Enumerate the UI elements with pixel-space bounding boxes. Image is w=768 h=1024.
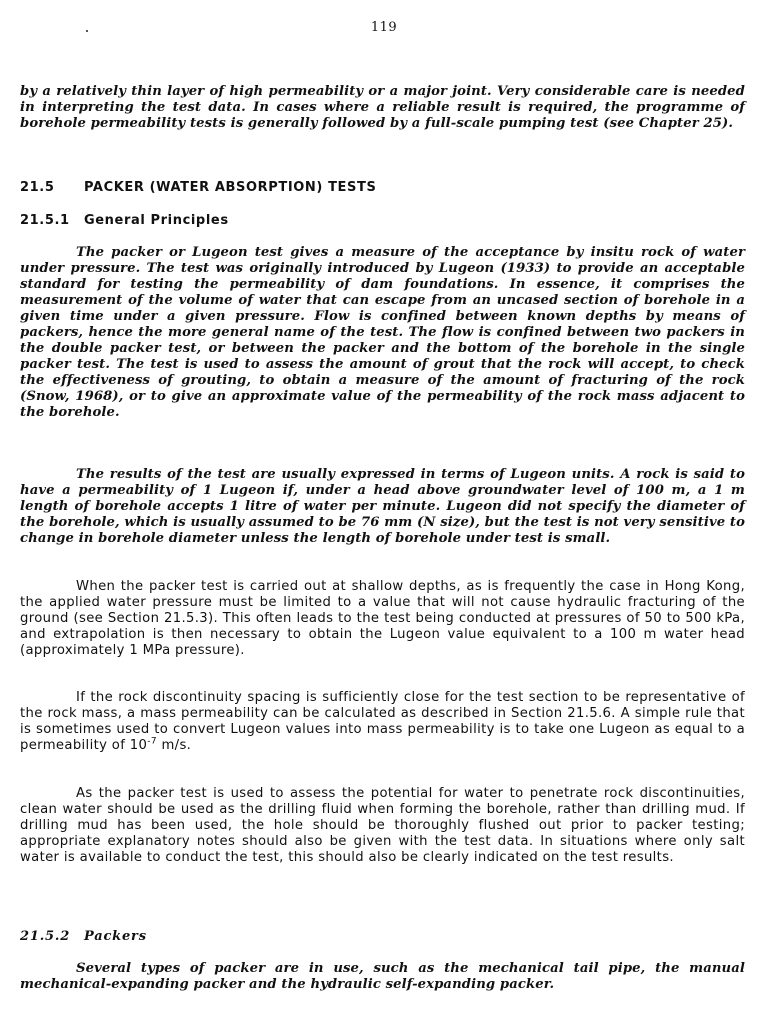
page-number: 119	[370, 20, 398, 35]
paragraph-intro-continuation	[20, 84, 745, 132]
scan-speck	[86, 30, 88, 32]
paragraph-text: When the packer test is carried out at shallow depths, as is frequently the case in Hong Kong, the applied water pressure must be limited to a value that will not cause hydraulic fracturing of the ground (see Section 21.5.3). This often leads to the test being conducted at pressures of 50 to 500 kPa, and extrapolation is then necessary to obtain the Lugeon value equivalent to a 100 m water head (approximately 1 MPa pressure).	[20, 579, 745, 658]
section-number: 21.5	[20, 180, 55, 195]
subsection-number: 21.5.1	[20, 213, 70, 228]
paragraph-text: by a relatively thin layer of high permeability or a major joint. Very considerable care is needed in interpreting the test data. In cases where a reliable result is required, the programme of borehole permeability tests is generally followed by a full-scale pumping test (see Chapter 25).	[20, 84, 745, 131]
exponent: -7	[147, 736, 157, 747]
paragraph-text	[20, 690, 745, 754]
paragraph-text: The packer or Lugeon test gives a measure of the acceptance by insitu rock of water under pressure. The test was originally introduced by Lugeon (1933) to provide an acceptable standard for testing the permeability of dam foundations. In essence, it comprises the measurement of the volume of water that can escape from an uncased section of borehole in a given time under a given pressure. Flow is confined between known depths by means of packers, hence the more general name of the test. The flow is confined between two packers in the double packer test, or between the packer and the bottom of the borehole in the single packer test. The test is used to assess the amount of grout that the rock will accept, to check the effectiveness of grouting, to obtain a measure of the amount of fracturing of the rock (Snow, 1968), or to give an approximate value of the permeability of the rock mass adjacent to the borehole.	[20, 245, 745, 420]
paragraph-packer-lugeon-test	[20, 245, 745, 421]
subsection-number: 21.5.2	[20, 929, 71, 944]
paragraph-text: Several types of packer are in use, such as the mechanical tail pipe, the manual mechanical-expanding packer and the hydraulic self-expanding packer.	[20, 961, 745, 992]
subsection-heading-21-5-1	[20, 213, 229, 228]
section-heading-21-5	[20, 180, 376, 195]
section-title: PACKER (WATER ABSORPTION) TESTS	[84, 180, 377, 195]
paragraph-lugeon-units	[20, 467, 745, 547]
paragraph-packer-types	[20, 961, 745, 993]
subsection-title: General Principles	[84, 213, 229, 228]
paragraph-mass-permeability	[20, 690, 745, 754]
subsection-title: Packers	[84, 929, 147, 944]
paragraph-shallow-depths	[20, 579, 745, 659]
paragraph-text: As the packer test is used to assess the potential for water to penetrate rock discontinuities, clean water should be used as the drilling fluid when forming the borehole, rather than drilling mud. If drilling mud has been used, the hole should be thoroughly flushed out prior to packer testing; appropriate explanatory notes should also be given with the test data. In situations where only salt water is available to conduct the test, this should also be clearly indicated on the test results.	[20, 786, 745, 865]
paragraph-text: The results of the test are usually expressed in terms of Lugeon units. A rock is said to have a permeability of 1 Lugeon if, under a head above groundwater level of 100 m, a 1 m length of borehole accepts 1 litre of water per minute. Lugeon did not specify the diameter of the borehole, which is usually assumed to be 76 mm (N size), but the test is not very sensitive to change in borehole diameter unless the length of borehole under test is small.	[20, 467, 745, 546]
paragraph-clean-water	[20, 786, 745, 866]
paragraph-tail: m/s.	[156, 738, 192, 753]
subsection-heading-21-5-2	[20, 929, 147, 944]
paragraph-body: If the rock discontinuity spacing is sufficiently close for the test section to be representative of the rock mass, a mass permeability can be calculated as described in Section 21.5.6. A simple rule that is sometimes used to convert Lugeon values into mass permeability is to take one Lugeon as equal to a permeability of 10	[20, 690, 745, 753]
